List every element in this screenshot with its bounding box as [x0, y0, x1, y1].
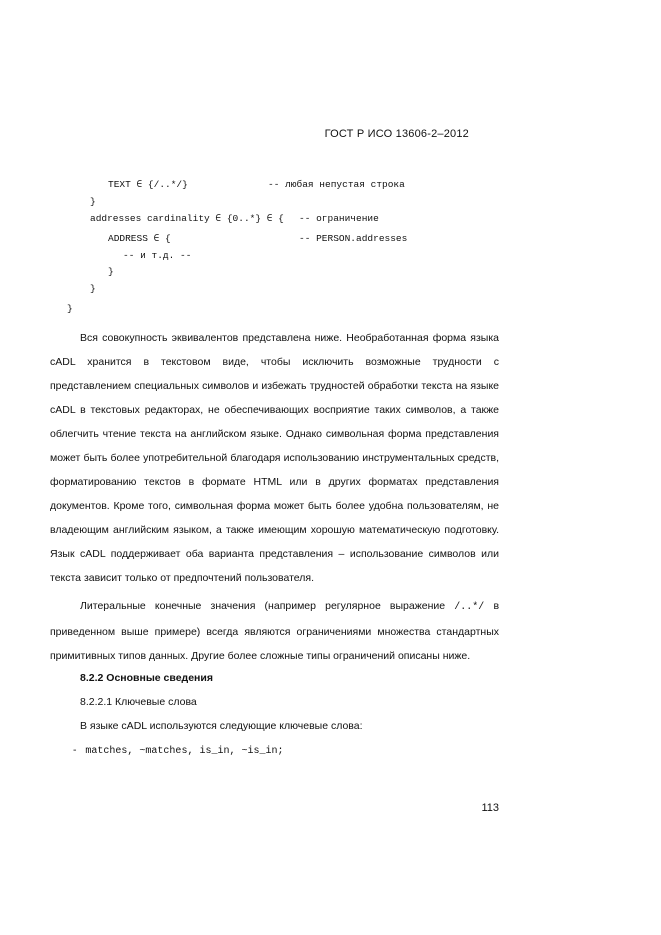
subsection-heading: 8.2.2.1 Ключевые слова [80, 696, 197, 708]
code-line: } [67, 303, 73, 314]
document-header: ГОСТ Р ИСО 13606-2–2012 [324, 128, 469, 140]
code-line: TEXT ∈ {/..*/} [108, 179, 188, 190]
bullet-dash: - [73, 744, 77, 756]
code-line: ADDRESS ∈ { [108, 233, 171, 244]
code-line: } [90, 283, 96, 294]
keyword-list: matches, ~matches, is_in, ~is_in; [85, 746, 284, 757]
regex-example: /..*/ [454, 602, 485, 613]
keyword-list-item [73, 744, 283, 757]
paragraph-literals [50, 594, 499, 668]
keywords-intro: В языке cADL используются следующие ключевые слова: [80, 720, 363, 732]
paragraph-literals-part-b: в приведенном выше примере) всегда являются ограничениями множества стандартных примитивных типов данных. Другие более сложные типы ограничений описаны ниже. [50, 600, 500, 662]
paragraph-equivalents: Вся совокупность эквивалентов представлена ниже. Необработанная форма языка cADL хранится в текстовом виде, чтобы исключить возможные трудности с представлением специальных символов и избежать трудностей обработки текста на языке cADL в текстовых редакторах, не обеспечивающих восприятие таких символов, а также облегчить чтение текста на английском языке. Однако символьная форма представления может быть более употребительной благодаря использованию инструментальных средств, форматированию текстов в формате HTML или в других форматах представления документов. Кроме того, символьная форма может быть более удобна пользователям, не владеющим английским языком, а также имеющим хорошую математическую подготовку. Язык cADL поддерживает оба варианта представления – использование символов или текста зависит только от предпочтений пользователя. [50, 332, 499, 584]
code-comment: -- любая непустая строка [268, 179, 405, 190]
code-comment: -- PERSON.addresses [299, 233, 408, 244]
paragraph-literals-part-a: Литеральные конечные значения (например регулярное выражение [80, 600, 446, 612]
page-number: 113 [481, 802, 499, 814]
code-line: } [90, 196, 96, 207]
section-heading: 8.2.2 Основные сведения [80, 672, 213, 684]
code-comment: -- ограничение [299, 213, 379, 224]
code-line: addresses cardinality ∈ {0..*} ∈ { [90, 213, 284, 224]
code-line: } [108, 266, 114, 277]
code-comment: -- и т.д. -- [123, 250, 192, 261]
